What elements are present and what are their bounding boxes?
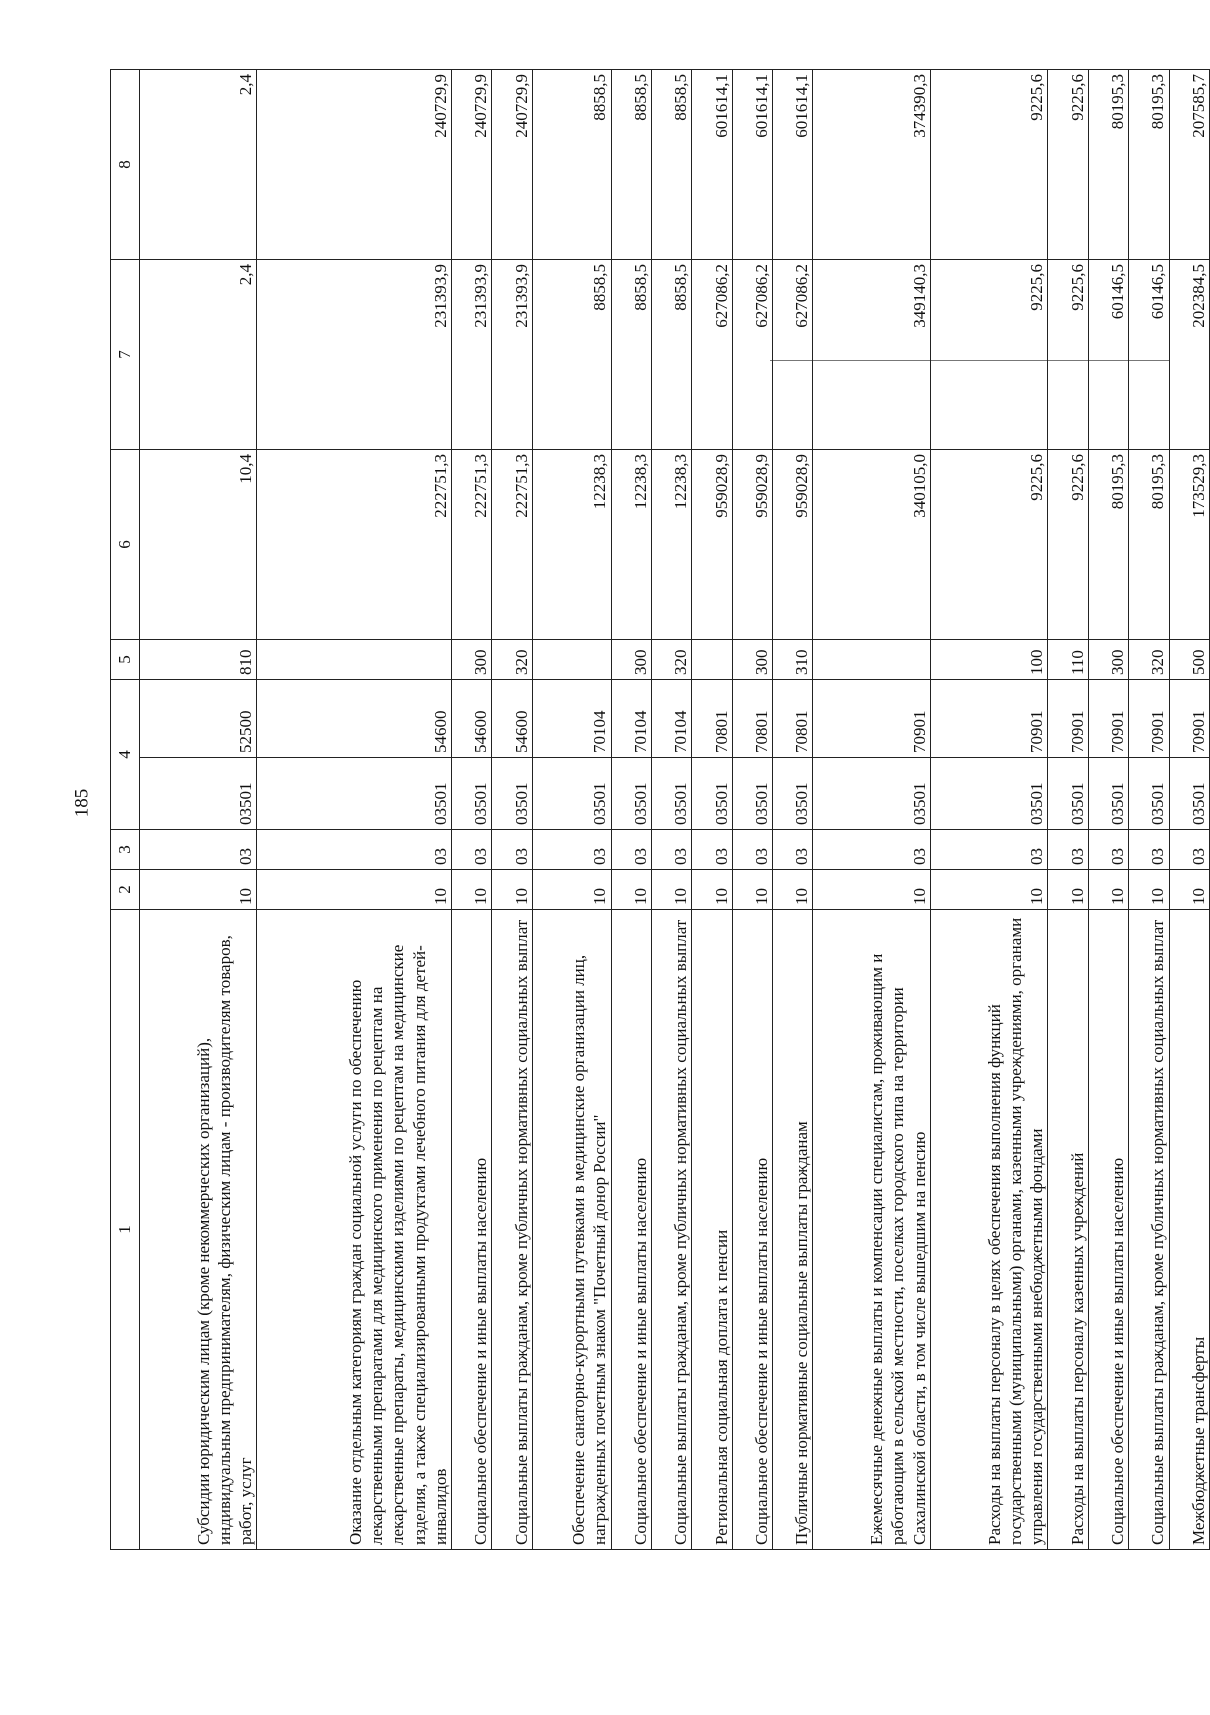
cell-amount-col6: 9225,6 [1048,450,1088,640]
cell-amount-col6: 959028,9 [732,450,772,640]
cell-amount-col8: 601614,1 [692,70,732,260]
table-row [813,70,930,1550]
table-row [930,70,1047,1550]
cell-amount-col6: 80195,3 [1088,450,1128,640]
cell-target-code: 70901 [1088,680,1128,758]
cell-target-code: 54600 [452,680,492,758]
cell-amount-col6: 12238,3 [652,450,692,640]
cell-subsection: 03 [140,830,257,870]
cell-amount-col7: 231393,9 [492,260,532,450]
cell-section: 10 [452,870,492,910]
table-row [1048,70,1088,1550]
table-row [140,70,257,1550]
row-name: Социальные выплаты гражданам, кроме публичных нормативных социальных выплат [492,910,532,1550]
cell-amount-col7: 60146,5 [1129,260,1169,450]
cell-subsection: 03 [611,830,651,870]
cell-expense-type: 110 [1048,640,1088,680]
cell-amount-col7: 8858,5 [611,260,651,450]
cell-amount-col6: 340105,0 [813,450,930,640]
cell-section: 10 [692,870,732,910]
cell-subsection: 03 [532,830,611,870]
col-header-5: 5 [111,640,140,680]
cell-expense-type: 310 [773,640,813,680]
cell-section: 10 [930,870,1047,910]
cell-amount-col6: 173529,3 [1169,450,1210,640]
cell-expense-type: 320 [652,640,692,680]
cell-amount-col8: 207585,7 [1169,70,1210,260]
cell-expense-type [692,640,732,680]
cell-program-code: 03501 [1129,758,1169,830]
cell-program-code: 03501 [692,758,732,830]
cell-program-code: 03501 [930,758,1047,830]
cell-program-code: 03501 [532,758,611,830]
col-header-1: 1 [111,910,140,1550]
cell-section: 10 [611,870,651,910]
row-name: Оказание отдельным категориям граждан социальной услуги по обеспечению лекарственными препаратами для медицинского применения по рецептам на лекарственные препараты, медицинскими изделиями по рецептам на медицинские изделия, а также специализированными продуктами лечебного питания для детей-инвалидов [257,910,452,1550]
table-row [492,70,532,1550]
table-row [1129,70,1169,1550]
table-row [692,70,732,1550]
cell-program-code: 03501 [611,758,651,830]
col-header-4: 4 [111,680,140,830]
header-row [111,70,140,1550]
cell-target-code: 70801 [732,680,772,758]
cell-amount-col7: 60146,5 [1088,260,1128,450]
cell-amount-col6: 9225,6 [930,450,1047,640]
table-row [452,70,492,1550]
table-row [652,70,692,1550]
cell-program-code: 03501 [452,758,492,830]
cell-program-code: 03501 [732,758,772,830]
cell-target-code: 70901 [1169,680,1210,758]
cell-section: 10 [257,870,452,910]
cell-amount-col8: 80195,3 [1129,70,1169,260]
cell-amount-col8: 8858,5 [611,70,651,260]
cell-amount-col7: 8858,5 [532,260,611,450]
cell-expense-type: 810 [140,640,257,680]
cell-amount-col8: 2,4 [140,70,257,260]
cell-subsection: 03 [257,830,452,870]
cell-section: 10 [1048,870,1088,910]
row-name: Региональная социальная доплата к пенсии [692,910,732,1550]
cell-expense-type [813,640,930,680]
cell-subsection: 03 [492,830,532,870]
cell-target-code: 70104 [532,680,611,758]
row-name: Обеспечение санаторно-курортными путевками в медицинские организации лиц, награжденных почетным знаком "Почетный донор России" [532,910,611,1550]
cell-subsection: 03 [732,830,772,870]
cell-expense-type: 320 [492,640,532,680]
cell-section: 10 [813,870,930,910]
row-name: Социальное обеспечение и иные выплаты населению [1088,910,1128,1550]
cell-amount-col6: 10,4 [140,450,257,640]
cell-amount-col7: 2,4 [140,260,257,450]
cell-expense-type: 300 [732,640,772,680]
cell-section: 10 [1129,870,1169,910]
cell-target-code: 70901 [1129,680,1169,758]
cell-amount-col6: 222751,3 [452,450,492,640]
cell-section: 10 [773,870,813,910]
cell-expense-type [532,640,611,680]
cell-amount-col8: 8858,5 [652,70,692,260]
table-row [532,70,611,1550]
cell-subsection: 03 [452,830,492,870]
cell-subsection: 03 [813,830,930,870]
rotated-table-container [110,70,1210,1550]
cell-amount-col8: 9225,6 [1048,70,1088,260]
cell-amount-col7: 627086,2 [732,260,772,450]
table-row [773,70,813,1550]
cell-program-code: 03501 [492,758,532,830]
col-header-3: 3 [111,830,140,870]
cell-amount-col6: 80195,3 [1129,450,1169,640]
cell-expense-type [257,640,452,680]
table-row [1169,70,1210,1550]
cell-program-code: 03501 [1088,758,1128,830]
cell-program-code: 03501 [1048,758,1088,830]
cell-amount-col8: 240729,9 [452,70,492,260]
row-name: Социальное обеспечение и иные выплаты населению [452,910,492,1550]
cell-program-code: 03501 [140,758,257,830]
row-name: Социальные выплаты гражданам, кроме публичных нормативных социальных выплат [652,910,692,1550]
cell-amount-col7: 231393,9 [452,260,492,450]
cell-subsection: 03 [692,830,732,870]
cell-section: 10 [1169,870,1210,910]
cell-subsection: 03 [1088,830,1128,870]
cell-amount-col8: 240729,9 [257,70,452,260]
cell-expense-type: 300 [452,640,492,680]
cell-amount-col7: 627086,2 [692,260,732,450]
cell-section: 10 [732,870,772,910]
cell-program-code: 03501 [257,758,452,830]
cell-subsection: 03 [1048,830,1088,870]
cell-amount-col7: 202384,5 [1169,260,1210,450]
cell-amount-col6: 12238,3 [611,450,651,640]
cell-amount-col8: 601614,1 [732,70,772,260]
table-row [611,70,651,1550]
table-body [140,70,1210,1550]
cell-amount-col7: 231393,9 [257,260,452,450]
table-row [257,70,452,1550]
row-name: Расходы на выплаты персоналу казенных учреждений [1048,910,1088,1550]
cell-amount-col8: 9225,6 [930,70,1047,260]
cell-expense-type: 500 [1169,640,1210,680]
cell-target-code: 70104 [611,680,651,758]
cell-target-code: 54600 [492,680,532,758]
cell-expense-type: 300 [611,640,651,680]
cell-amount-col6: 222751,3 [257,450,452,640]
cell-amount-col7: 9225,6 [930,260,1047,450]
col-header-8: 8 [111,70,140,260]
cell-amount-col8: 374390,3 [813,70,930,260]
row-name: Социальное обеспечение и иные выплаты населению [611,910,651,1550]
cell-amount-col8: 240729,9 [492,70,532,260]
cell-amount-col6: 12238,3 [532,450,611,640]
cell-section: 10 [492,870,532,910]
cell-target-code: 52500 [140,680,257,758]
budget-table [110,69,1210,1550]
cell-subsection: 03 [930,830,1047,870]
cell-target-code: 70104 [652,680,692,758]
row-name: Публичные нормативные социальные выплаты гражданам [773,910,813,1550]
cell-amount-col8: 601614,1 [773,70,813,260]
cell-target-code: 70901 [930,680,1047,758]
cell-amount-col6: 959028,9 [692,450,732,640]
cell-subsection: 03 [1129,830,1169,870]
cell-expense-type: 100 [930,640,1047,680]
cell-subsection: 03 [773,830,813,870]
cell-expense-type: 320 [1129,640,1169,680]
cell-subsection: 03 [1169,830,1210,870]
cell-program-code: 03501 [773,758,813,830]
row-name: Субсидии юридическим лицам (кроме некоммерческих организаций), индивидуальным предпринимателям, физическим лицам - производителям товаров, работ, услуг [140,910,257,1550]
cell-target-code: 70801 [692,680,732,758]
cell-target-code: 70901 [1048,680,1088,758]
cell-program-code: 03501 [813,758,930,830]
cell-amount-col7: 627086,2 [773,260,813,450]
cell-section: 10 [140,870,257,910]
cell-program-code: 03501 [652,758,692,830]
table-row [732,70,772,1550]
row-name: Расходы на выплаты персоналу в целях обеспечения выполнения функций государственными (муниципальными) органами, казенными учреждениями, органами управления государственными внебюджетными фондами [930,910,1047,1550]
row-name: Социальное обеспечение и иные выплаты населению [732,910,772,1550]
cell-program-code: 03501 [1169,758,1210,830]
cell-subsection: 03 [652,830,692,870]
cell-target-code: 70801 [773,680,813,758]
cell-section: 10 [652,870,692,910]
row-name: Социальные выплаты гражданам, кроме публичных нормативных социальных выплат [1129,910,1169,1550]
row-name: Ежемесячные денежные выплаты и компенсации специалистам, проживающим и работающим в сельской местности, поселках городского типа на территории Сахалинской области, в том числе вышедшим на пенсию [813,910,930,1550]
cell-expense-type: 300 [1088,640,1128,680]
cell-target-code: 70901 [813,680,930,758]
cell-amount-col8: 8858,5 [532,70,611,260]
cell-amount-col6: 959028,9 [773,450,813,640]
col-header-6: 6 [111,450,140,640]
cell-amount-col7: 349140,3 [813,260,930,450]
cell-amount-col7: 8858,5 [652,260,692,450]
cell-amount-col7: 9225,6 [1048,260,1088,450]
col-header-7: 7 [111,260,140,450]
cell-amount-col6: 222751,3 [492,450,532,640]
row-name: Межбюджетные трансферты [1169,910,1210,1550]
col-header-2: 2 [111,870,140,910]
page-number: 185 [71,788,93,818]
cell-section: 10 [532,870,611,910]
table-row [1088,70,1128,1550]
cell-target-code: 54600 [257,680,452,758]
cell-section: 10 [1088,870,1128,910]
cell-amount-col8: 80195,3 [1088,70,1128,260]
